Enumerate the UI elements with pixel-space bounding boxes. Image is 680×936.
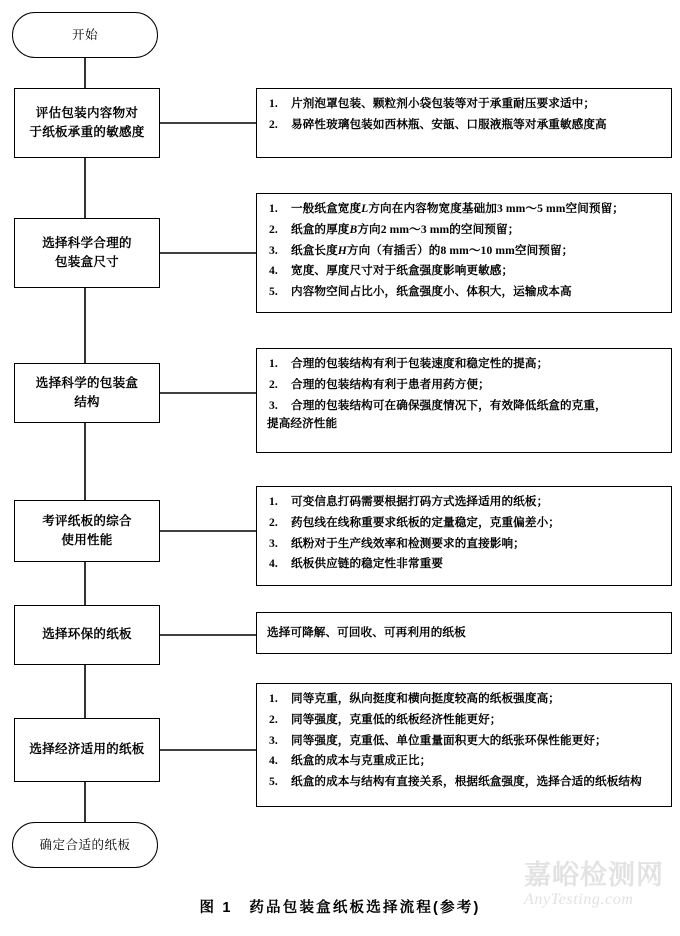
list-item: 宽度、厚度尺寸对于纸盒强度影响更敏感； <box>291 264 514 278</box>
list-item: 合理的包装结构有利于包装速度和稳定性的提高； <box>291 357 549 370</box>
watermark-cn: 嘉峪检测网 <box>524 860 664 890</box>
detail-box-5 <box>256 612 672 654</box>
list-item: 纸盒的成本与结构有直接关系，根据纸盒强度，选择合适的纸板结构 <box>291 775 642 789</box>
list-item: 可变信息打码需要根据打码方式选择适用的纸板； <box>291 495 549 508</box>
list-item: 同等强度，克重低、单位重量面积更大的纸张环保性能更好； <box>291 733 607 747</box>
detail-list-3 <box>267 355 663 434</box>
node-step-1[interactable] <box>14 88 160 158</box>
detail-box-2 <box>256 193 672 313</box>
list-item: 药包线在线称重要求纸板的定量稳定，克重偏差小； <box>291 515 560 529</box>
list-item: 片剂泡罩包装、颗粒剂小袋包装等对于承重耐压要求适中； <box>291 97 596 110</box>
list-item: 同等克重，纵向挺度和横向挺度较高的纸板强度高； <box>291 692 560 705</box>
node-step-5-label: 选择环保的纸板 <box>42 627 132 642</box>
detail-box-6 <box>256 683 672 807</box>
node-step-6[interactable] <box>14 718 160 782</box>
node-end-label: 确定合适的纸板 <box>39 837 131 852</box>
detail-box-3 <box>256 348 672 453</box>
node-step-2-line2: 包装盒尺寸 <box>54 255 119 269</box>
node-step-3-line1: 选择科学的包装盒 <box>35 375 139 390</box>
node-start[interactable] <box>12 12 158 58</box>
variable-H: H <box>337 243 347 257</box>
detail-text: 选择可降解、可回收、可再利用的纸板 <box>267 625 466 639</box>
list-item: 一般纸盒宽度L方向在内容物宽度基础加3 mm～5 mm空间预留； <box>291 202 624 215</box>
node-step-4[interactable] <box>14 500 160 562</box>
detail-box-1 <box>256 88 672 158</box>
watermark <box>524 862 676 928</box>
node-step-5[interactable] <box>14 605 160 665</box>
node-step-4-label <box>36 512 138 551</box>
list-item: 合理的包装结构有利于患者用药方便； <box>291 377 490 391</box>
detail-list-4 <box>267 493 663 574</box>
node-step-3-line2: 结构 <box>74 395 100 409</box>
list-item: 易碎性玻璃包装如西林瓶、安瓿、口服液瓶等对承重敏感度高 <box>291 117 607 131</box>
node-step-4-line1: 考评纸板的综合 <box>42 513 132 528</box>
variable-B: B <box>349 222 358 236</box>
node-step-2[interactable] <box>14 218 160 288</box>
list-item: 纸板供应链的稳定性非常重要 <box>291 557 444 571</box>
node-step-4-line2: 使用性能 <box>61 533 113 547</box>
list-item: 同等强度，克重低的纸板经济性能更好； <box>291 712 502 726</box>
figure-caption: 图 1 药品包装盒纸板选择流程(参考) <box>199 900 481 916</box>
node-step-6-label: 选择经济适用的纸板 <box>29 742 145 757</box>
node-step-1-line2: 于纸板承重的敏感度 <box>29 125 145 139</box>
list-item: 纸盒长度H方向（有插舌）的8 mm～10 mm空间预留； <box>291 243 574 257</box>
node-step-2-line1: 选择科学合理的 <box>42 235 132 250</box>
detail-list-1 <box>267 95 663 135</box>
node-step-3-label <box>30 374 144 413</box>
list-item: 纸盒的厚度B方向2 mm～3 mm的空间预留； <box>291 222 520 236</box>
node-step-1-line1: 评估包装内容物对 <box>35 105 139 120</box>
list-item: 纸盒的成本与克重成正比； <box>291 754 432 768</box>
node-start-label: 开始 <box>71 27 98 42</box>
list-item-continuation: 提高经济性能 <box>267 417 338 431</box>
detail-list-6 <box>267 690 663 792</box>
list-item: 纸粉对于生产线效率和检测要求的直接影响； <box>291 536 525 550</box>
node-step-1-label <box>23 104 150 143</box>
node-step-2-label <box>36 234 138 273</box>
detail-box-4 <box>256 486 672 586</box>
list-item: 内容物空间占比小，纸盒强度小、体积大，运输成本高 <box>291 285 572 299</box>
detail-list-2 <box>267 200 663 302</box>
variable-L: L <box>361 202 369 215</box>
node-step-3[interactable] <box>14 363 160 423</box>
node-end[interactable] <box>12 822 158 868</box>
watermark-en: AnyTesting.com <box>524 891 634 908</box>
list-item: 合理的包装结构可在确保强度情况下，有效降低纸盒的克重， 提高经济性能 <box>267 397 663 435</box>
